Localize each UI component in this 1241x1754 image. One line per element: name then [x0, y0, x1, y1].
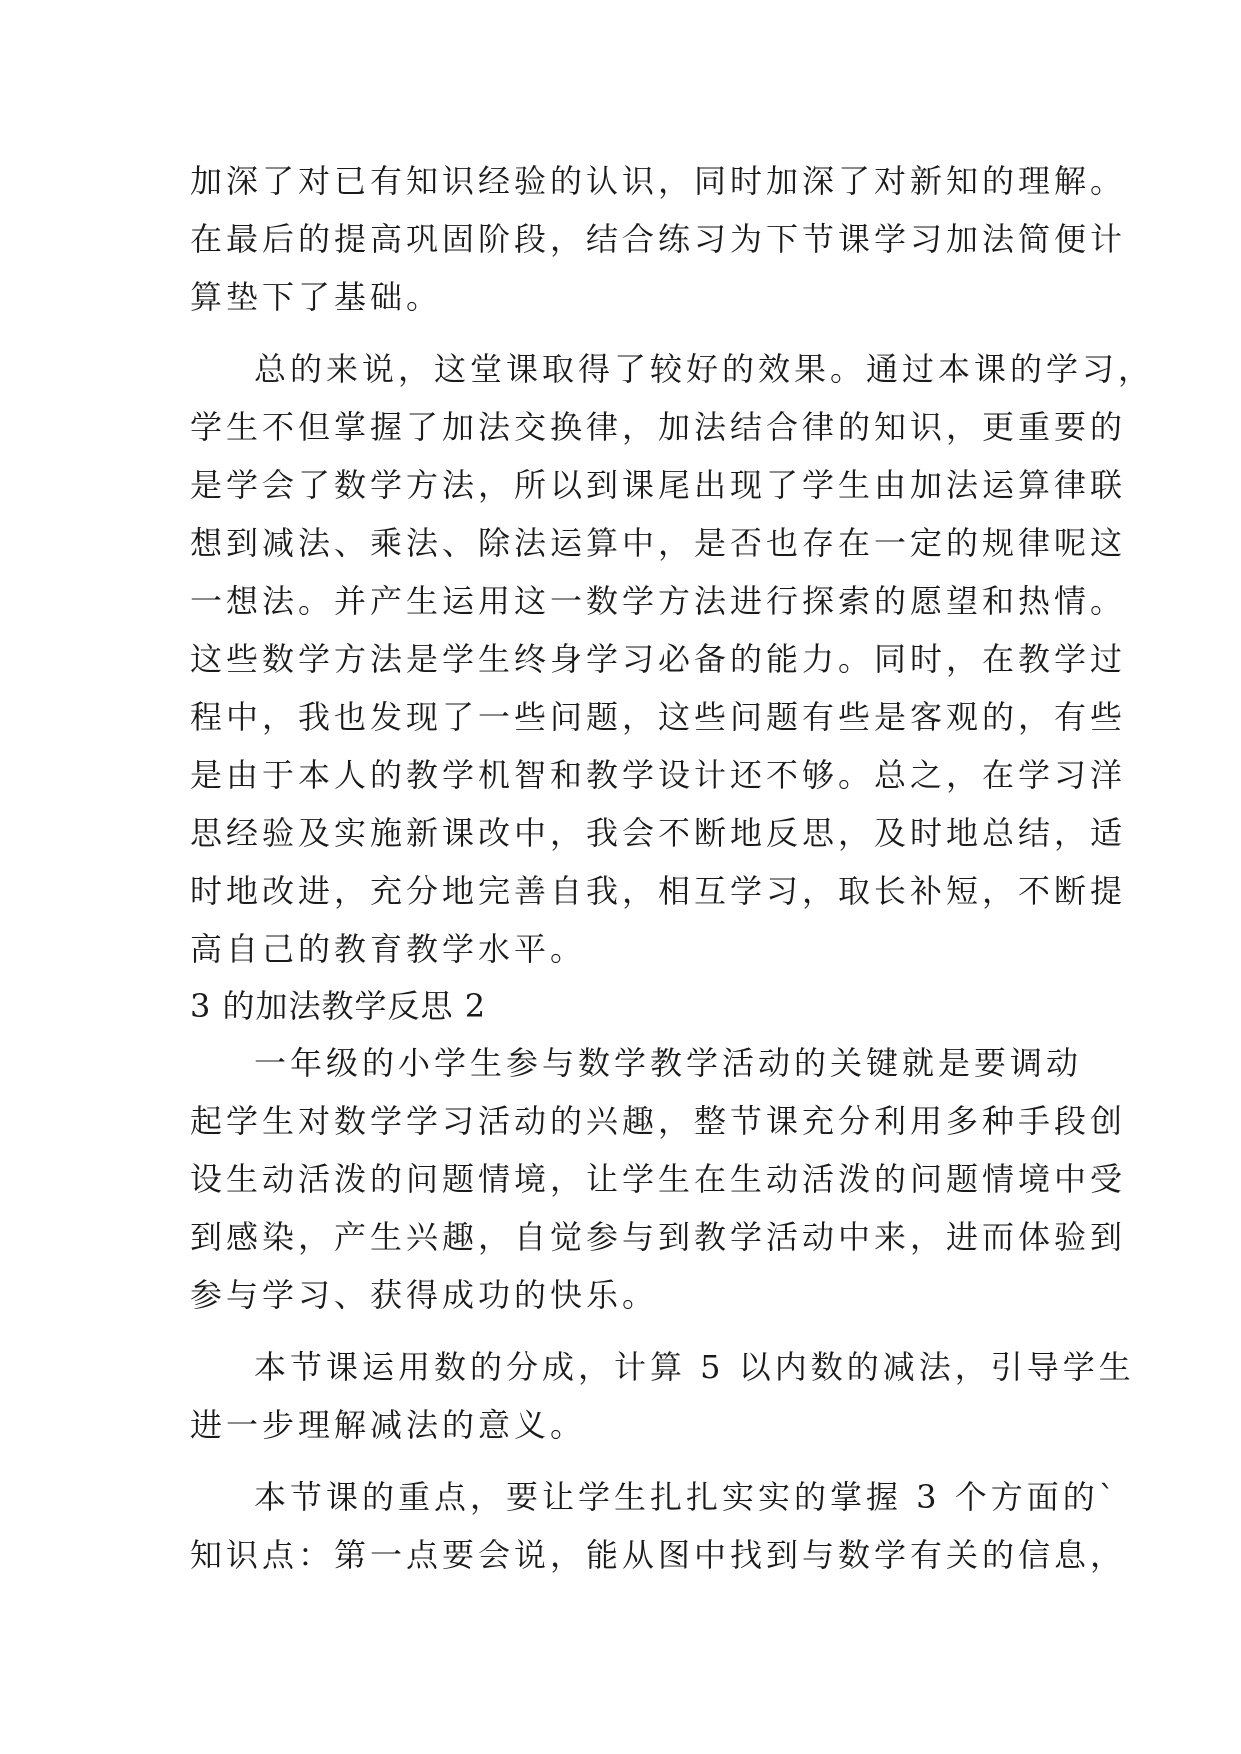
text-line: 到感染，产生兴趣，自觉参与到教学活动中来，进而体验到 — [190, 1218, 1127, 1256]
text-line: 在最后的提高巩固阶段，结合练习为下节课学习加法简便计 — [190, 220, 1127, 258]
text-line: 学生不但掌握了加法交换律，加法结合律的知识，更重要的 — [190, 408, 1127, 446]
section-heading: 3 的加法教学反思 2 — [190, 987, 487, 1025]
text-line: 想到减法、乘法、除法运算中，是否也存在一定的规律呢这 — [190, 524, 1127, 562]
text-line: 总的来说，这堂课取得了较好的效果。通过本课的学习， — [254, 350, 1155, 388]
text-line: 算垫下了基础。 — [190, 278, 443, 316]
text-line: 程中，我也发现了一些问题，这些问题有些是客观的，有些 — [190, 698, 1127, 736]
text-line: 参与学习、获得成功的快乐。 — [190, 1276, 659, 1314]
text-line: 知识点：第一点要会说，能从图中找到与数学有关的信息， — [190, 1536, 1127, 1574]
text-line: 一想法。并产生运用这一数学方法进行探索的愿望和热情。 — [190, 582, 1127, 620]
text-line: 加深了对已有知识经验的认识，同时加深了对新知的理解。 — [190, 162, 1127, 200]
paragraph — [190, 1468, 1127, 1584]
document-page — [190, 152, 1155, 1584]
text-line: 高自己的教育教学水平。 — [190, 930, 587, 968]
text-line: 本节课运用数的分成，计算 5 以内数的减法，引导学生 — [254, 1348, 1135, 1386]
text-line: 进一步理解减法的意义。 — [190, 1406, 587, 1444]
paragraph — [190, 152, 1127, 326]
text-line: 这些数学方法是学生终身学习必备的能力。同时，在教学过 — [190, 640, 1127, 678]
text-line: 是学会了数学方法，所以到课尾出现了学生由加法运算律联 — [190, 466, 1127, 504]
text-line: 设生动活泼的问题情境，让学生在生动活泼的问题情境中受 — [190, 1160, 1127, 1198]
text-line: 一年级的小学生参与数学教学活动的关键就是要调动 — [254, 1044, 1083, 1082]
text-line: 本节课的重点，要让学生扎扎实实的掌握 3 个方面的` — [254, 1478, 1119, 1516]
text-line: 是由于本人的教学机智和教学设计还不够。总之，在学习洋 — [190, 756, 1127, 794]
paragraph — [190, 1338, 1135, 1454]
text-line: 起学生对数学学习活动的兴趣，整节课充分利用多种手段创 — [190, 1102, 1127, 1140]
text-line: 思经验及实施新课改中，我会不断地反思，及时地总结，适 — [190, 814, 1127, 852]
text-line: 时地改进，充分地完善自我，相互学习，取长补短，不断提 — [190, 872, 1127, 910]
paragraph — [190, 1034, 1127, 1324]
paragraph — [190, 340, 1155, 978]
